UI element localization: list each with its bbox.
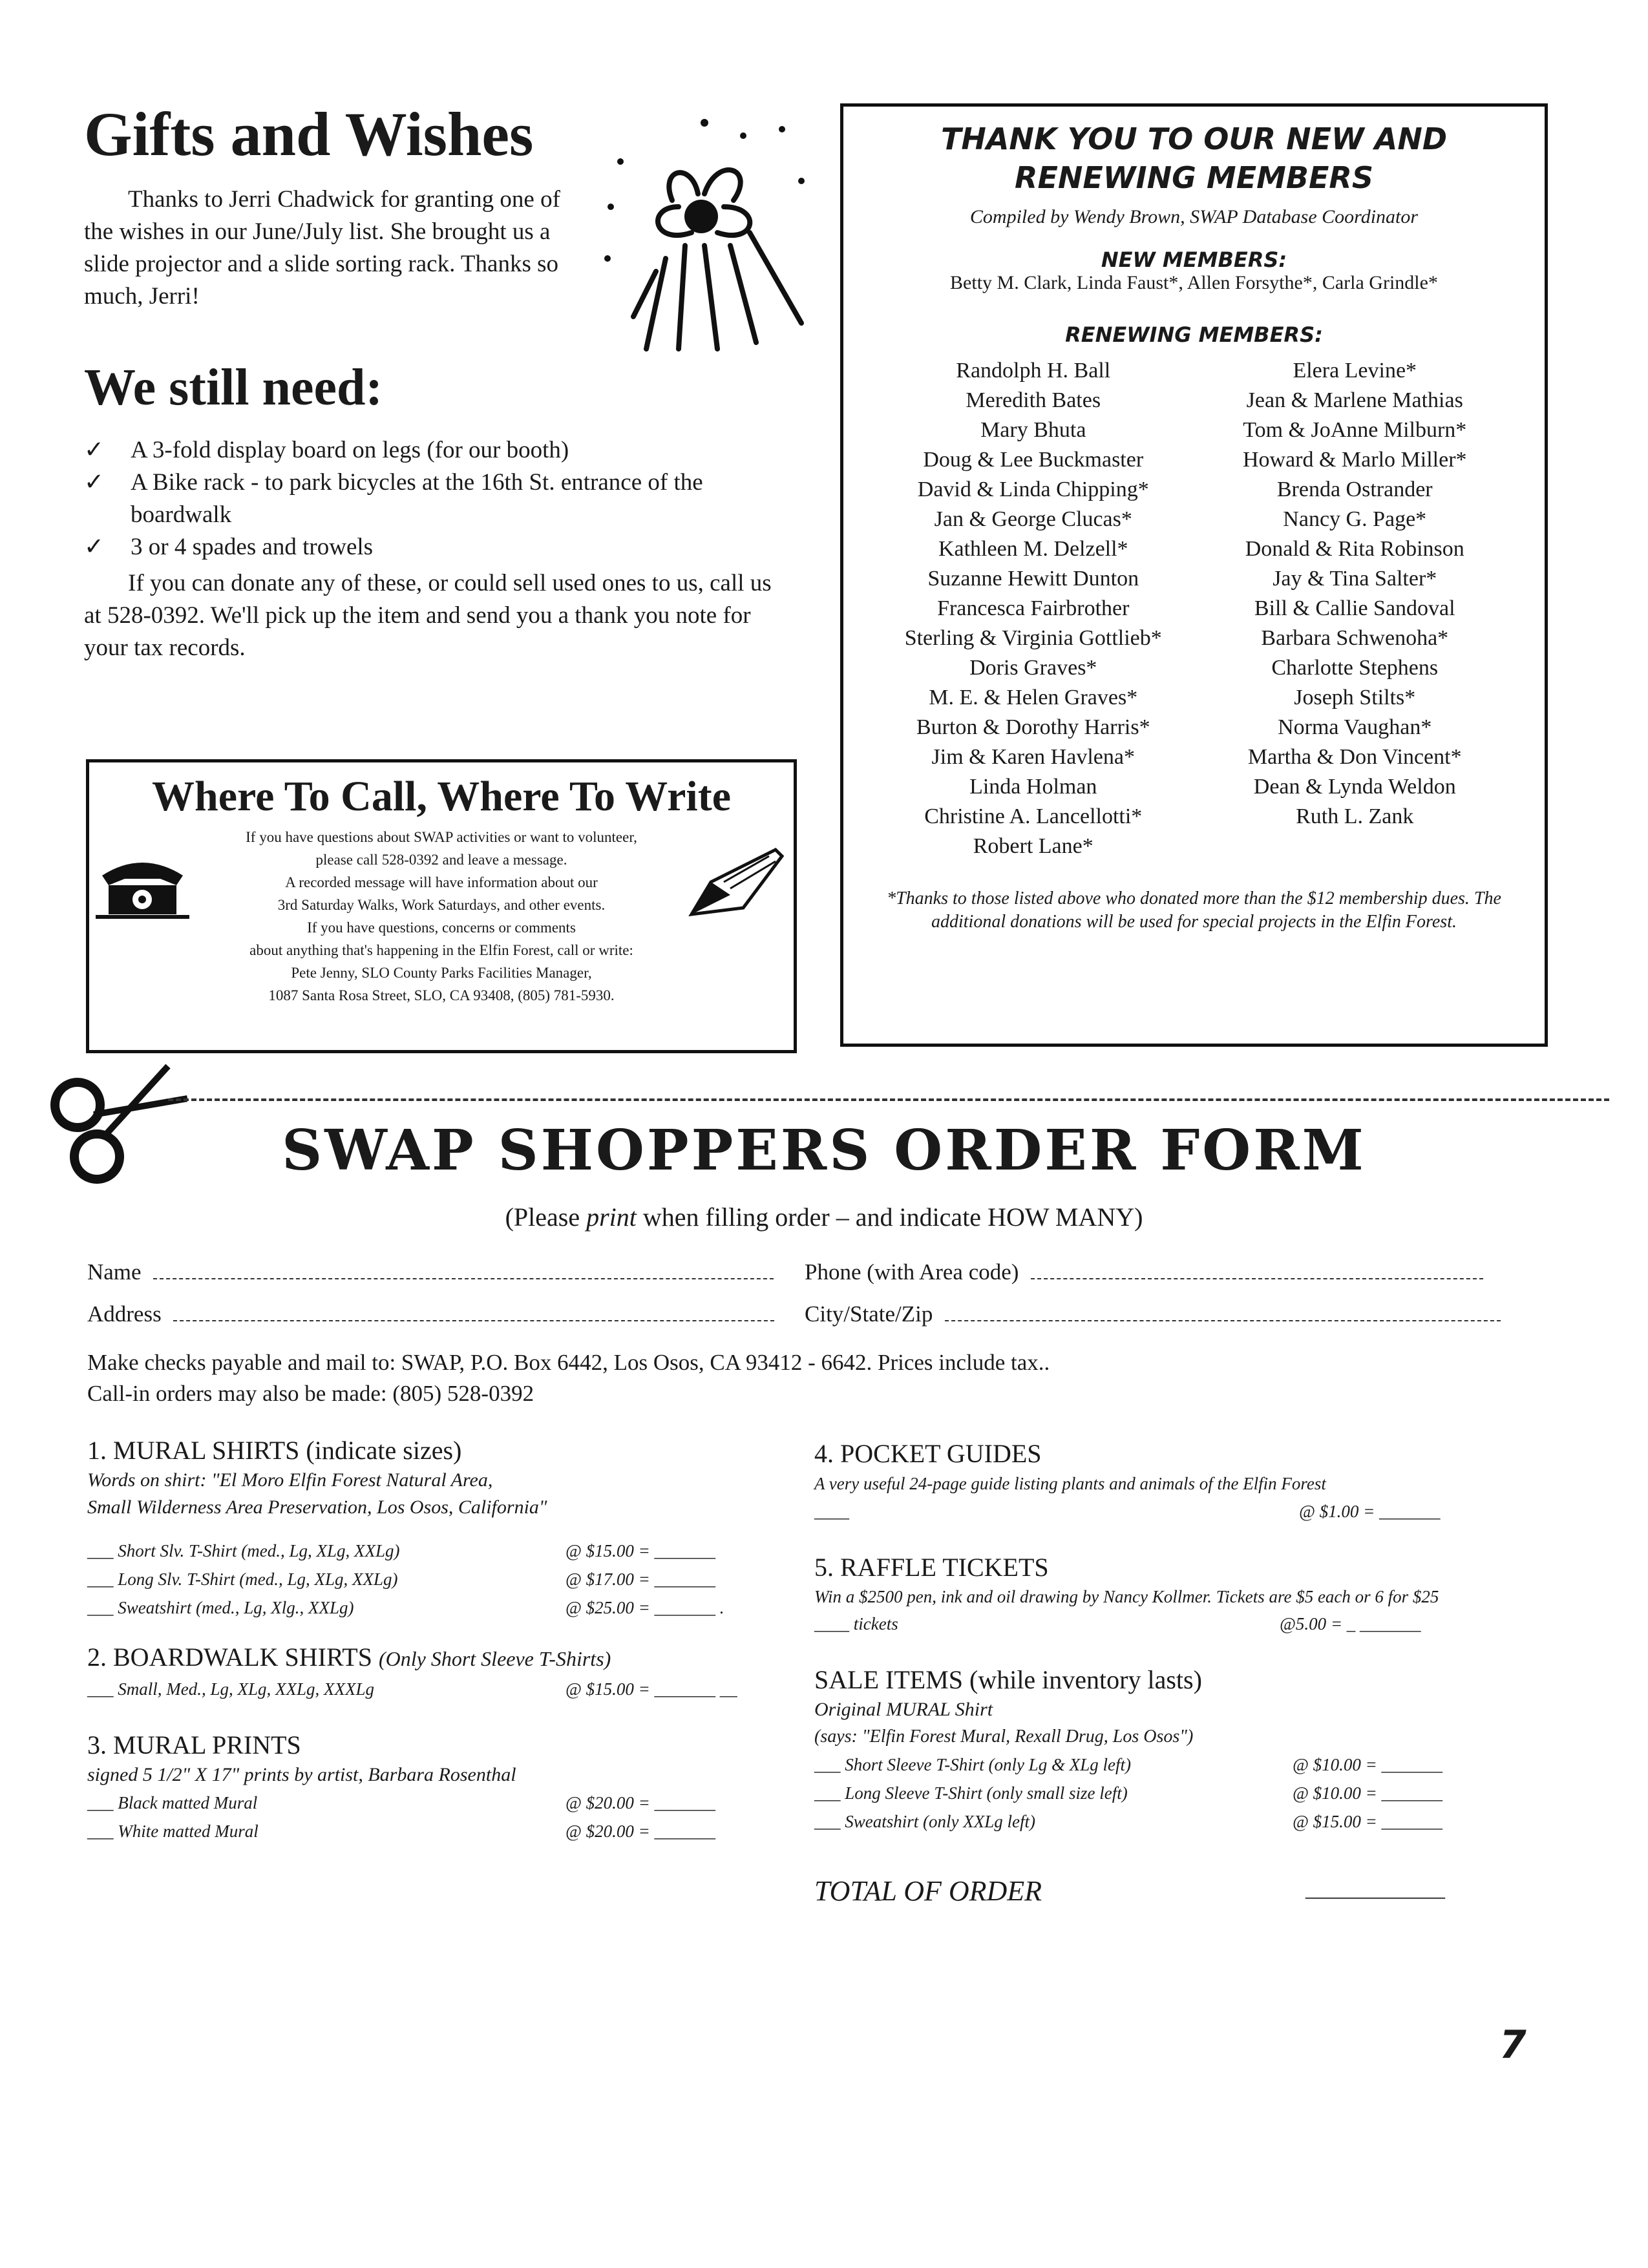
gifts-text: Thanks to Jerri Chadwick for granting one of the wishes in our June/July list. She brought us a slide projector and a slide sorting rack. Thanks so much, Jerri! <box>84 186 560 310</box>
cut-line <box>168 1098 1609 1101</box>
member-name: Jim & Karen Havlena* <box>931 745 1135 769</box>
order-item-row[interactable] <box>87 1789 805 1817</box>
call-line: about anything that's happening in the Elfin Forest, call or write: <box>249 942 633 958</box>
new-members-list: Betty M. Clark, Linda Faust*, Allen Forsythe*, Carla Grindle* <box>950 272 1438 293</box>
order-item-row[interactable] <box>87 1593 805 1622</box>
mural-words-line: Small Wilderness Area Preservation, Los Osos, California" <box>87 1496 547 1518</box>
gifts-title: Gifts and Wishes <box>84 100 534 169</box>
order-item-row[interactable] <box>814 1779 1545 1807</box>
call-line: If you have questions about SWAP activities or want to volunteer, <box>246 829 637 845</box>
member-name: Nancy G. Page* <box>1283 507 1427 531</box>
sale-items-heading: SALE ITEMS (while inventory lasts) <box>814 1665 1202 1694</box>
call-line: 3rd Saturday Walks, Work Saturdays, and other events. <box>277 897 606 913</box>
item-label: ___ Short Sleeve T-Shirt (only Lg & XLg left) <box>814 1755 1131 1774</box>
member-name: Martha & Don Vincent* <box>1247 745 1462 769</box>
member-name: Christine A. Lancellotti* <box>924 804 1143 828</box>
needs-title: We still need: <box>84 359 383 416</box>
renewing-members-left <box>872 356 1194 861</box>
order-item-row[interactable] <box>814 1497 1545 1526</box>
item-label: ___ Black matted Mural <box>87 1793 258 1812</box>
call-line: please call 528-0392 and leave a message. <box>315 852 567 868</box>
donation-footnote: *Thanks to those listed above who donated more than the $12 membership dues. The additional donations will be used for special projects in the Elfin Forest. <box>887 888 1501 932</box>
needs-item-1: ✓ A 3-fold display board on legs (for our booth) <box>84 434 788 467</box>
raffle-note: Win a $2500 pen, ink and oil drawing by Nancy Kollmer. Tickets are $5 each or 6 for $25 <box>814 1587 1439 1606</box>
pen-nib-icon <box>685 843 788 921</box>
member-name: Doug & Lee Buckmaster <box>923 448 1144 472</box>
total-label: TOTAL OF ORDER <box>814 1875 1042 1907</box>
needs-item-3: ✓ 3 or 4 spades and trowels <box>84 531 788 563</box>
call-line: 1087 Santa Rosa Street, SLO, CA 93408, (805) 781-5930. <box>268 987 615 1003</box>
thank-you-title-line2: RENEWING MEMBERS <box>1015 160 1373 195</box>
item-price: @5.00 = _ _______ <box>1280 1614 1421 1633</box>
name-label: Name <box>87 1259 142 1285</box>
member-name: Tom & JoAnne Milburn* <box>1243 418 1467 442</box>
needs-section <box>84 359 788 664</box>
mural-prints-heading: 3. MURAL PRINTS <box>87 1730 301 1759</box>
member-name: Donald & Rita Robinson <box>1245 537 1464 561</box>
member-name: Ruth L. Zank <box>1296 804 1414 828</box>
call-line: Pete Jenny, SLO County Parks Facilities Manager, <box>291 965 592 981</box>
item-price: @ $20.00 = _______ <box>565 1793 716 1812</box>
member-name: Jay & Tina Salter* <box>1273 567 1437 591</box>
pocket-guides-heading: 4. POCKET GUIDES <box>814 1439 1042 1468</box>
item-label: ___ Sweatshirt (only XXLg left) <box>814 1812 1035 1831</box>
member-name: Norma Vaughan* <box>1278 715 1432 739</box>
mural-shirts-heading: 1. MURAL SHIRTS (indicate sizes) <box>87 1436 462 1465</box>
item-price: @ $15.00 = _______ __ <box>565 1679 737 1699</box>
member-name: Randolph H. Ball <box>956 359 1111 383</box>
item-label: ___ Short Slv. T-Shirt (med., Lg, XLg, XXLg) <box>87 1541 400 1560</box>
item-price: @ $20.00 = _______ <box>565 1822 716 1841</box>
member-name: Francesca Fairbrother <box>937 596 1130 620</box>
mural-prints-note: signed 5 1/2" X 17" prints by artist, Barbara Rosenthal <box>87 1764 516 1785</box>
item-price: @ $10.00 = _______ <box>1293 1755 1443 1774</box>
member-name: Howard & Marlo Miller* <box>1242 448 1467 472</box>
phone-input-line[interactable] <box>1031 1278 1483 1279</box>
sale-sub: Original MURAL Shirt <box>814 1699 993 1720</box>
member-name: Burton & Dorothy Harris* <box>916 715 1150 739</box>
mail-line: Make checks payable and mail to: SWAP, P.O. Box 6442, Los Osos, CA 93412 - 6642. Prices include tax.. <box>87 1350 1050 1375</box>
member-name: Barbara Schwenoha* <box>1261 626 1449 650</box>
order-item-row[interactable] <box>814 1750 1545 1779</box>
address-input-line[interactable] <box>173 1320 774 1321</box>
thank-you-box <box>840 103 1548 1047</box>
order-item-row[interactable] <box>814 1610 1545 1638</box>
boardwalk-heading: 2. BOARDWALK SHIRTS (Only Short Sleeve T-Shirts) <box>87 1643 611 1672</box>
mail-line: Call-in orders may also be made: (805) 528-0392 <box>87 1381 534 1406</box>
order-form-subtitle: (Please print when filling order – and indicate HOW MANY) <box>505 1202 1143 1232</box>
order-item-row[interactable] <box>87 1817 805 1845</box>
member-name: Sterling & Virginia Gottlieb* <box>904 626 1162 650</box>
order-item-row[interactable] <box>87 1537 805 1565</box>
scissors-icon <box>39 1060 187 1189</box>
city-label: City/State/Zip <box>805 1301 933 1327</box>
call-line: If you have questions, concerns or comments <box>307 919 576 936</box>
order-item-row[interactable] <box>87 1675 805 1703</box>
item-label: ___ Long Slv. T-Shirt (med., Lg, XLg, XXLg) <box>87 1570 398 1589</box>
page-number: 7 <box>1499 2022 1527 2068</box>
call-line: A recorded message will have information about our <box>285 874 598 890</box>
member-name: Robert Lane* <box>973 834 1093 858</box>
telephone-icon <box>96 850 189 921</box>
member-name: Doris Graves* <box>969 656 1097 680</box>
raffle-heading: 5. RAFFLE TICKETS <box>814 1553 1049 1582</box>
order-item-row[interactable] <box>87 1565 805 1593</box>
member-name: Jean & Marlene Mathias <box>1246 388 1463 412</box>
name-field[interactable] <box>87 1257 798 1288</box>
item-label: ___ Long Sleeve T-Shirt (only small size left) <box>814 1783 1128 1803</box>
thank-you-title-line1: THANK YOU TO OUR NEW AND <box>940 121 1448 156</box>
address-field[interactable] <box>87 1299 798 1330</box>
item-label: ___ Small, Med., Lg, XLg, XXLg, XXXLg <box>87 1679 374 1699</box>
item-price: @ $1.00 = _______ <box>1299 1502 1441 1521</box>
mailing-instructions <box>87 1347 1541 1409</box>
order-item-row[interactable] <box>814 1807 1545 1836</box>
sale-says: (says: "Elfin Forest Mural, Rexall Drug, Los Osos") <box>814 1727 1194 1747</box>
city-input-line[interactable] <box>945 1320 1501 1321</box>
order-right-column <box>814 1438 1545 1913</box>
member-name: Joseph Stilts* <box>1294 686 1416 709</box>
needs-note: If you can donate any of these, or could sell used ones to us, call us at 528-0392. We'll pick up the item and send you a thank you note for your tax records. <box>84 570 772 661</box>
check-icon: ✓ <box>84 469 105 496</box>
check-icon: ✓ <box>84 534 105 560</box>
member-name: Suzanne Hewitt Dunton <box>927 567 1139 591</box>
member-name: Kathleen M. Delzell* <box>938 537 1128 561</box>
member-name: Meredith Bates <box>966 388 1101 412</box>
member-name: M. E. & Helen Graves* <box>929 686 1138 709</box>
city-field[interactable] <box>805 1299 1535 1330</box>
item-price: @ $15.00 = _______ <box>1293 1812 1443 1831</box>
order-form-title: SWAP SHOPPERS ORDER FORM <box>282 1118 1366 1183</box>
order-left-column <box>87 1434 805 1845</box>
compiled-by: Compiled by Wendy Brown, SWAP Database Coordinator <box>969 206 1419 227</box>
member-name: Dean & Lynda Weldon <box>1253 775 1456 799</box>
member-name: Brenda Ostrander <box>1276 478 1433 501</box>
item-price: @ $17.00 = _______ <box>565 1570 716 1589</box>
phone-label: Phone (with Area code) <box>805 1259 1019 1285</box>
renewing-members-right <box>1194 356 1516 861</box>
phone-field[interactable] <box>805 1257 1535 1288</box>
order-total-row[interactable] <box>814 1874 1545 1913</box>
mural-words-line: Words on shirt: "El Moro Elfin Forest Natural Area, <box>87 1469 493 1491</box>
member-name: Mary Bhuta <box>980 418 1086 442</box>
member-name: Bill & Callie Sandoval <box>1254 596 1455 620</box>
item-label: ___ White matted Mural <box>87 1822 259 1841</box>
renewing-members-heading: RENEWING MEMBERS: <box>1065 322 1323 347</box>
item-price: @ $25.00 = _______ . <box>565 1598 724 1617</box>
new-members-heading: NEW MEMBERS: <box>1101 247 1287 272</box>
item-qty: ____ tickets <box>814 1614 898 1633</box>
total-line[interactable]: ____________ <box>1305 1875 1445 1901</box>
item-qty: ____ <box>814 1502 849 1521</box>
member-name: Linda Holman <box>969 775 1097 799</box>
pocket-guides-note: A very useful 24-page guide listing plants and animals of the Elfin Forest <box>814 1474 1326 1493</box>
check-icon: ✓ <box>84 437 105 463</box>
item-price: @ $10.00 = _______ <box>1293 1783 1443 1803</box>
call-box-title: Where To Call, Where To Write <box>152 773 731 820</box>
member-name: Charlotte Stephens <box>1271 656 1439 680</box>
needs-item-2: ✓ A Bike rack - to park bicycles at the 16th St. entrance of the boardwalk <box>84 467 788 531</box>
member-name: Elera Levine* <box>1293 359 1417 383</box>
member-name: Jan & George Clucas* <box>934 507 1132 531</box>
address-label: Address <box>87 1301 162 1327</box>
member-name: David & Linda Chipping* <box>917 478 1149 501</box>
item-label: ___ Sweatshirt (med., Lg, Xlg., XXLg) <box>87 1598 354 1617</box>
item-price: @ $15.00 = _______ <box>565 1541 716 1560</box>
name-input-line[interactable] <box>153 1278 774 1279</box>
gift-bow-illustration <box>595 103 814 362</box>
